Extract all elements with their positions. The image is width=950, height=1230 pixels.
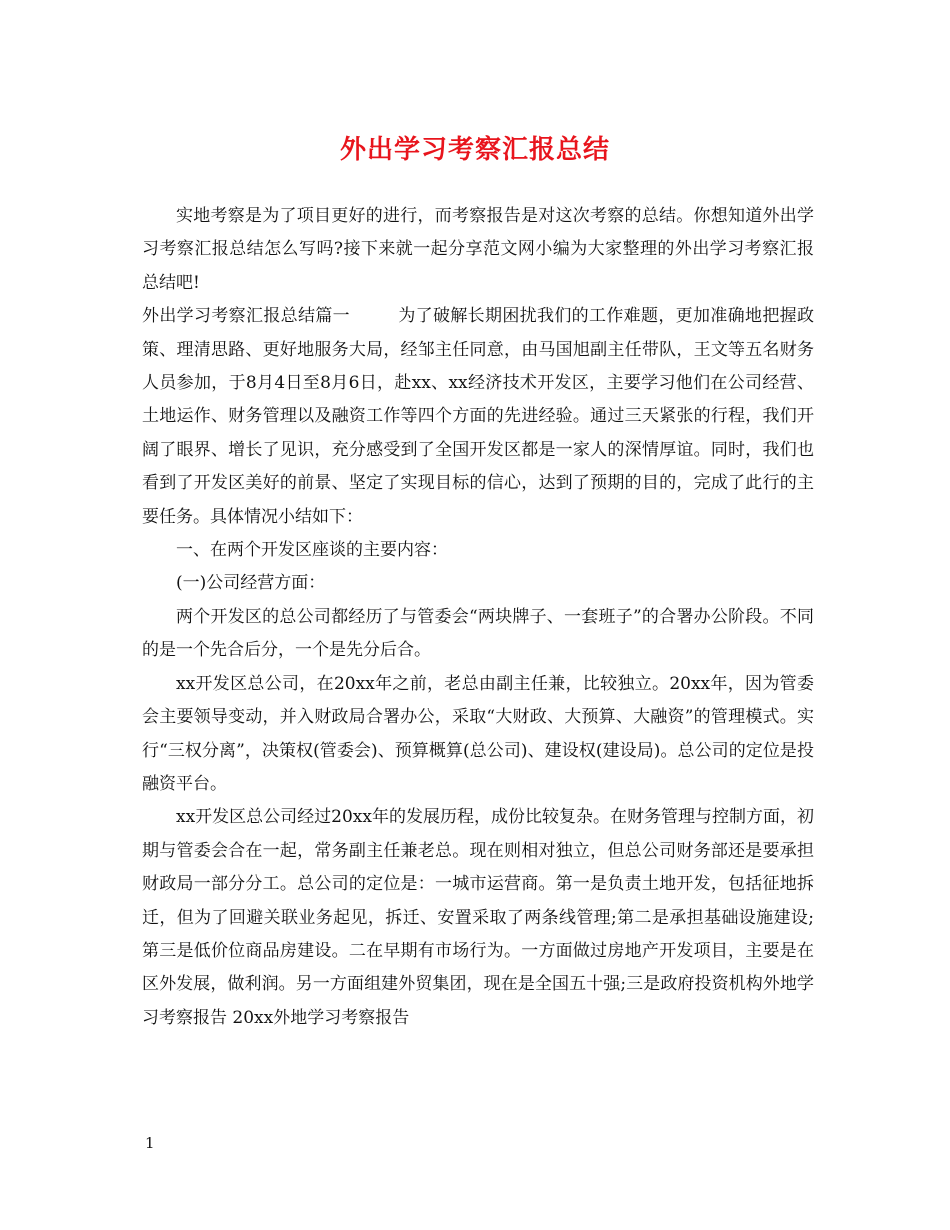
intro-paragraph: 实地考察是为了项目更好的进行，而考察报告是对这次考察的总结。你想知道外出学习考察汇报总结怎么写吗?接下来就一起分享范文网小编为大家整理的外出学习考察汇报总结吧! [142, 206, 814, 293]
section-body: 为了破解长期困扰我们的工作难题，更加准确地把握政策、理清思路、更好地服务大局，经邹主任同意，由马国旭副主任带队，王文等五名财务人员参加，于8月4日至8月6日，赴xx、xx经济技术开发区，主要学习他们在公司经营、土地运作、财务管理以及融资工作等四个方面的先进经验。通过三天紧张的行程，我们开阔了眼界、增长了见识，充分感受到了全国开发区都是一家人的深情厚谊。同时，我们也看到了开发区美好的前景、坚定了实现目标的信心，达到了预期的目的，完成了此行的主要任务。具体情况小结如下： [142, 306, 814, 527]
page-number: 1 [145, 1134, 155, 1152]
heading-level-1: 一、在两个开发区座谈的主要内容： [176, 540, 448, 561]
body-paragraph: 两个开发区的总公司都经历了与管委会“两块牌子、一套班子”的合署办公阶段。不同的是一个先合后分，一个是先分后合。 [142, 606, 814, 661]
body-paragraph: xx开发区总公司，在20xx年之前，老总由副主任兼，比较独立。20xx年，因为管委会主要领导变动，并入财政局合署办公，采取“大财政、大预算、大融资”的管理模式。实行“三权分离”，决策权(管委会)、预算概算(总公司)、建设权(建设局)。总公司的定位是投融资平台。 [142, 673, 814, 794]
section-heading: 外出学习考察汇报总结篇一 [142, 306, 350, 327]
document-title: 外出学习考察汇报总结 [339, 135, 610, 165]
section-paragraph [142, 300, 814, 534]
body-paragraph: xx开发区总公司经过20xx年的发展历程，成份比较复杂。在财务管理与控制方面，初期与管委会合在一起，常务副主任兼老总。现在则相对独立，但总公司财务部还是要承担财政局一部分分工。总公司的定位是：一城市运营商。第一是负责土地开发，包括征地拆迁，但为了回避关联业务起见，拆迁、安置采取了两条线管理;第二是承担基础设施建设;第三是低价位商品房建设。二在早期有市场行为。一方面做过房地产开发项目，主要是在区外发展，做利润。另一方面组建外贸集团，现在是全国五十强;三是政府投资机构外地学习考察报告 20xx外地学习考察报告 [142, 807, 814, 1028]
heading-level-2: (一)公司经营方面： [176, 573, 326, 594]
document-body [142, 200, 814, 1035]
